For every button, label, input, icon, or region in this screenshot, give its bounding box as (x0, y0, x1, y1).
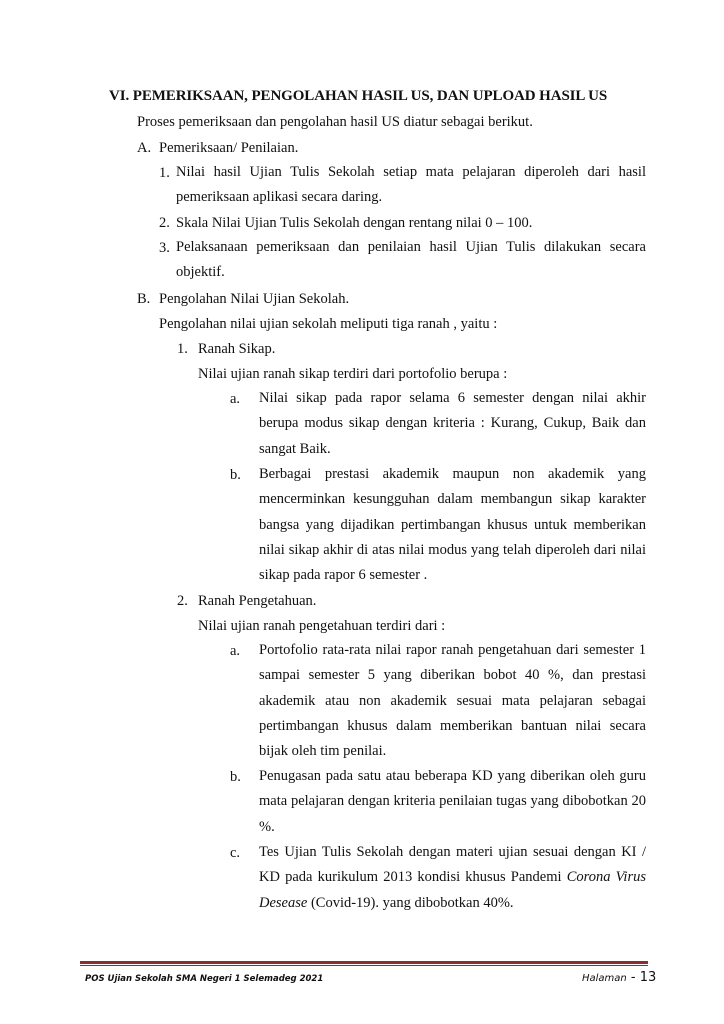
list-item-text (259, 840, 646, 916)
footer-rule (80, 961, 648, 964)
sub1-marker: 1. (177, 341, 188, 357)
list-item-marker: 1. (159, 165, 170, 181)
footer-rule-thin (80, 965, 648, 966)
list-item-marker: a. (230, 643, 241, 659)
list-item-marker: a. (230, 391, 241, 407)
section-b-intro: Pengolahan nilai ujian sekolah meliputi tiga ranah , yaitu : (159, 316, 498, 332)
page-separator: - (626, 970, 640, 985)
italic-term: Corona Virus Desease (259, 869, 647, 911)
sub1-intro: Nilai ujian ranah sikap terdiri dari portofolio berupa : (198, 366, 508, 382)
page-label: Halaman (582, 973, 627, 984)
list-item-text: Portofolio rata-rata nilai rapor ranah pengetahuan dari semester 1 sampai semester 5 yang diberikan bobot 40 %, dan prestasi akademik atau non akademik sesuai mata pelajaran sebagai pertimbangan khusus dalam memberikan bantuan nilai secara bijak oleh tim penilai. (259, 642, 646, 760)
section-a-marker: A. (137, 140, 152, 156)
sub2-title: Ranah Pengetahuan. (198, 593, 317, 609)
list-item-text: Penugasan pada satu atau beberapa KD yang diberikan oleh guru mata pelajaran dengan kriteria penilaian tugas yang dibobotkan 20 %. (259, 768, 646, 835)
footer-document-title: POS Ujian Sekolah SMA Negeri 1 Selemadeg 2021 (85, 974, 324, 984)
footer-page-number (582, 970, 656, 985)
list-item-marker: 3. (159, 240, 170, 256)
section-intro: Proses pemeriksaan dan pengolahan hasil US diatur sebagai berikut. (137, 114, 533, 130)
list-item-text-part: Tes Ujian Tulis Sekolah dengan materi ujian sesuai dengan KI / KD pada kurikulum 2013 kondisi khusus Pandemi (259, 844, 646, 886)
list-item-text-part: (Covid-19). yang dibobotkan 40%. (307, 894, 514, 911)
page-number: 13 (639, 970, 657, 985)
list-item-text: Nilai sikap pada rapor selama 6 semester dengan nilai akhir berupa modus sikap dengan kriteria : Kurang, Cukup, Baik dan sangat Baik. (259, 390, 646, 457)
section-a-title: Pemeriksaan/ Penilaian. (159, 140, 299, 156)
sub2-marker: 2. (177, 593, 188, 609)
list-item-marker: b. (230, 769, 241, 785)
sub2-intro: Nilai ujian ranah pengetahuan terdiri dari : (198, 618, 446, 634)
list-item-text: Skala Nilai Ujian Tulis Sekolah dengan rentang nilai 0 – 100. (176, 215, 533, 231)
list-item-marker: 2. (159, 215, 170, 231)
list-item-marker: c. (230, 845, 241, 861)
list-item-text: Nilai hasil Ujian Tulis Sekolah setiap mata pelajaran diperoleh dari hasil pemeriksaan aplikasi secara daring. (176, 164, 646, 206)
list-item-text: Berbagai prestasi akademik maupun non akademik yang mencerminkan kesungguhan dalam membangun sikap karakter bangsa yang dijadikan pertimbangan khusus untuk memberikan nilai sikap akhir di atas nilai modus yang telah diperoleh dari nilai sikap pada rapor 6 semester . (259, 466, 646, 584)
section-b-title: Pengolahan Nilai Ujian Sekolah. (159, 291, 350, 307)
section-b-marker: B. (137, 291, 151, 307)
list-item-marker: b. (230, 467, 241, 483)
section-heading: VI. PEMERIKSAAN, PENGOLAHAN HASIL US, DAN UPLOAD HASIL US (109, 88, 608, 104)
sub1-title: Ranah Sikap. (198, 341, 276, 357)
list-item-text: Pelaksanaan pemeriksaan dan penilaian hasil Ujian Tulis dilakukan secara objektif. (176, 239, 646, 281)
